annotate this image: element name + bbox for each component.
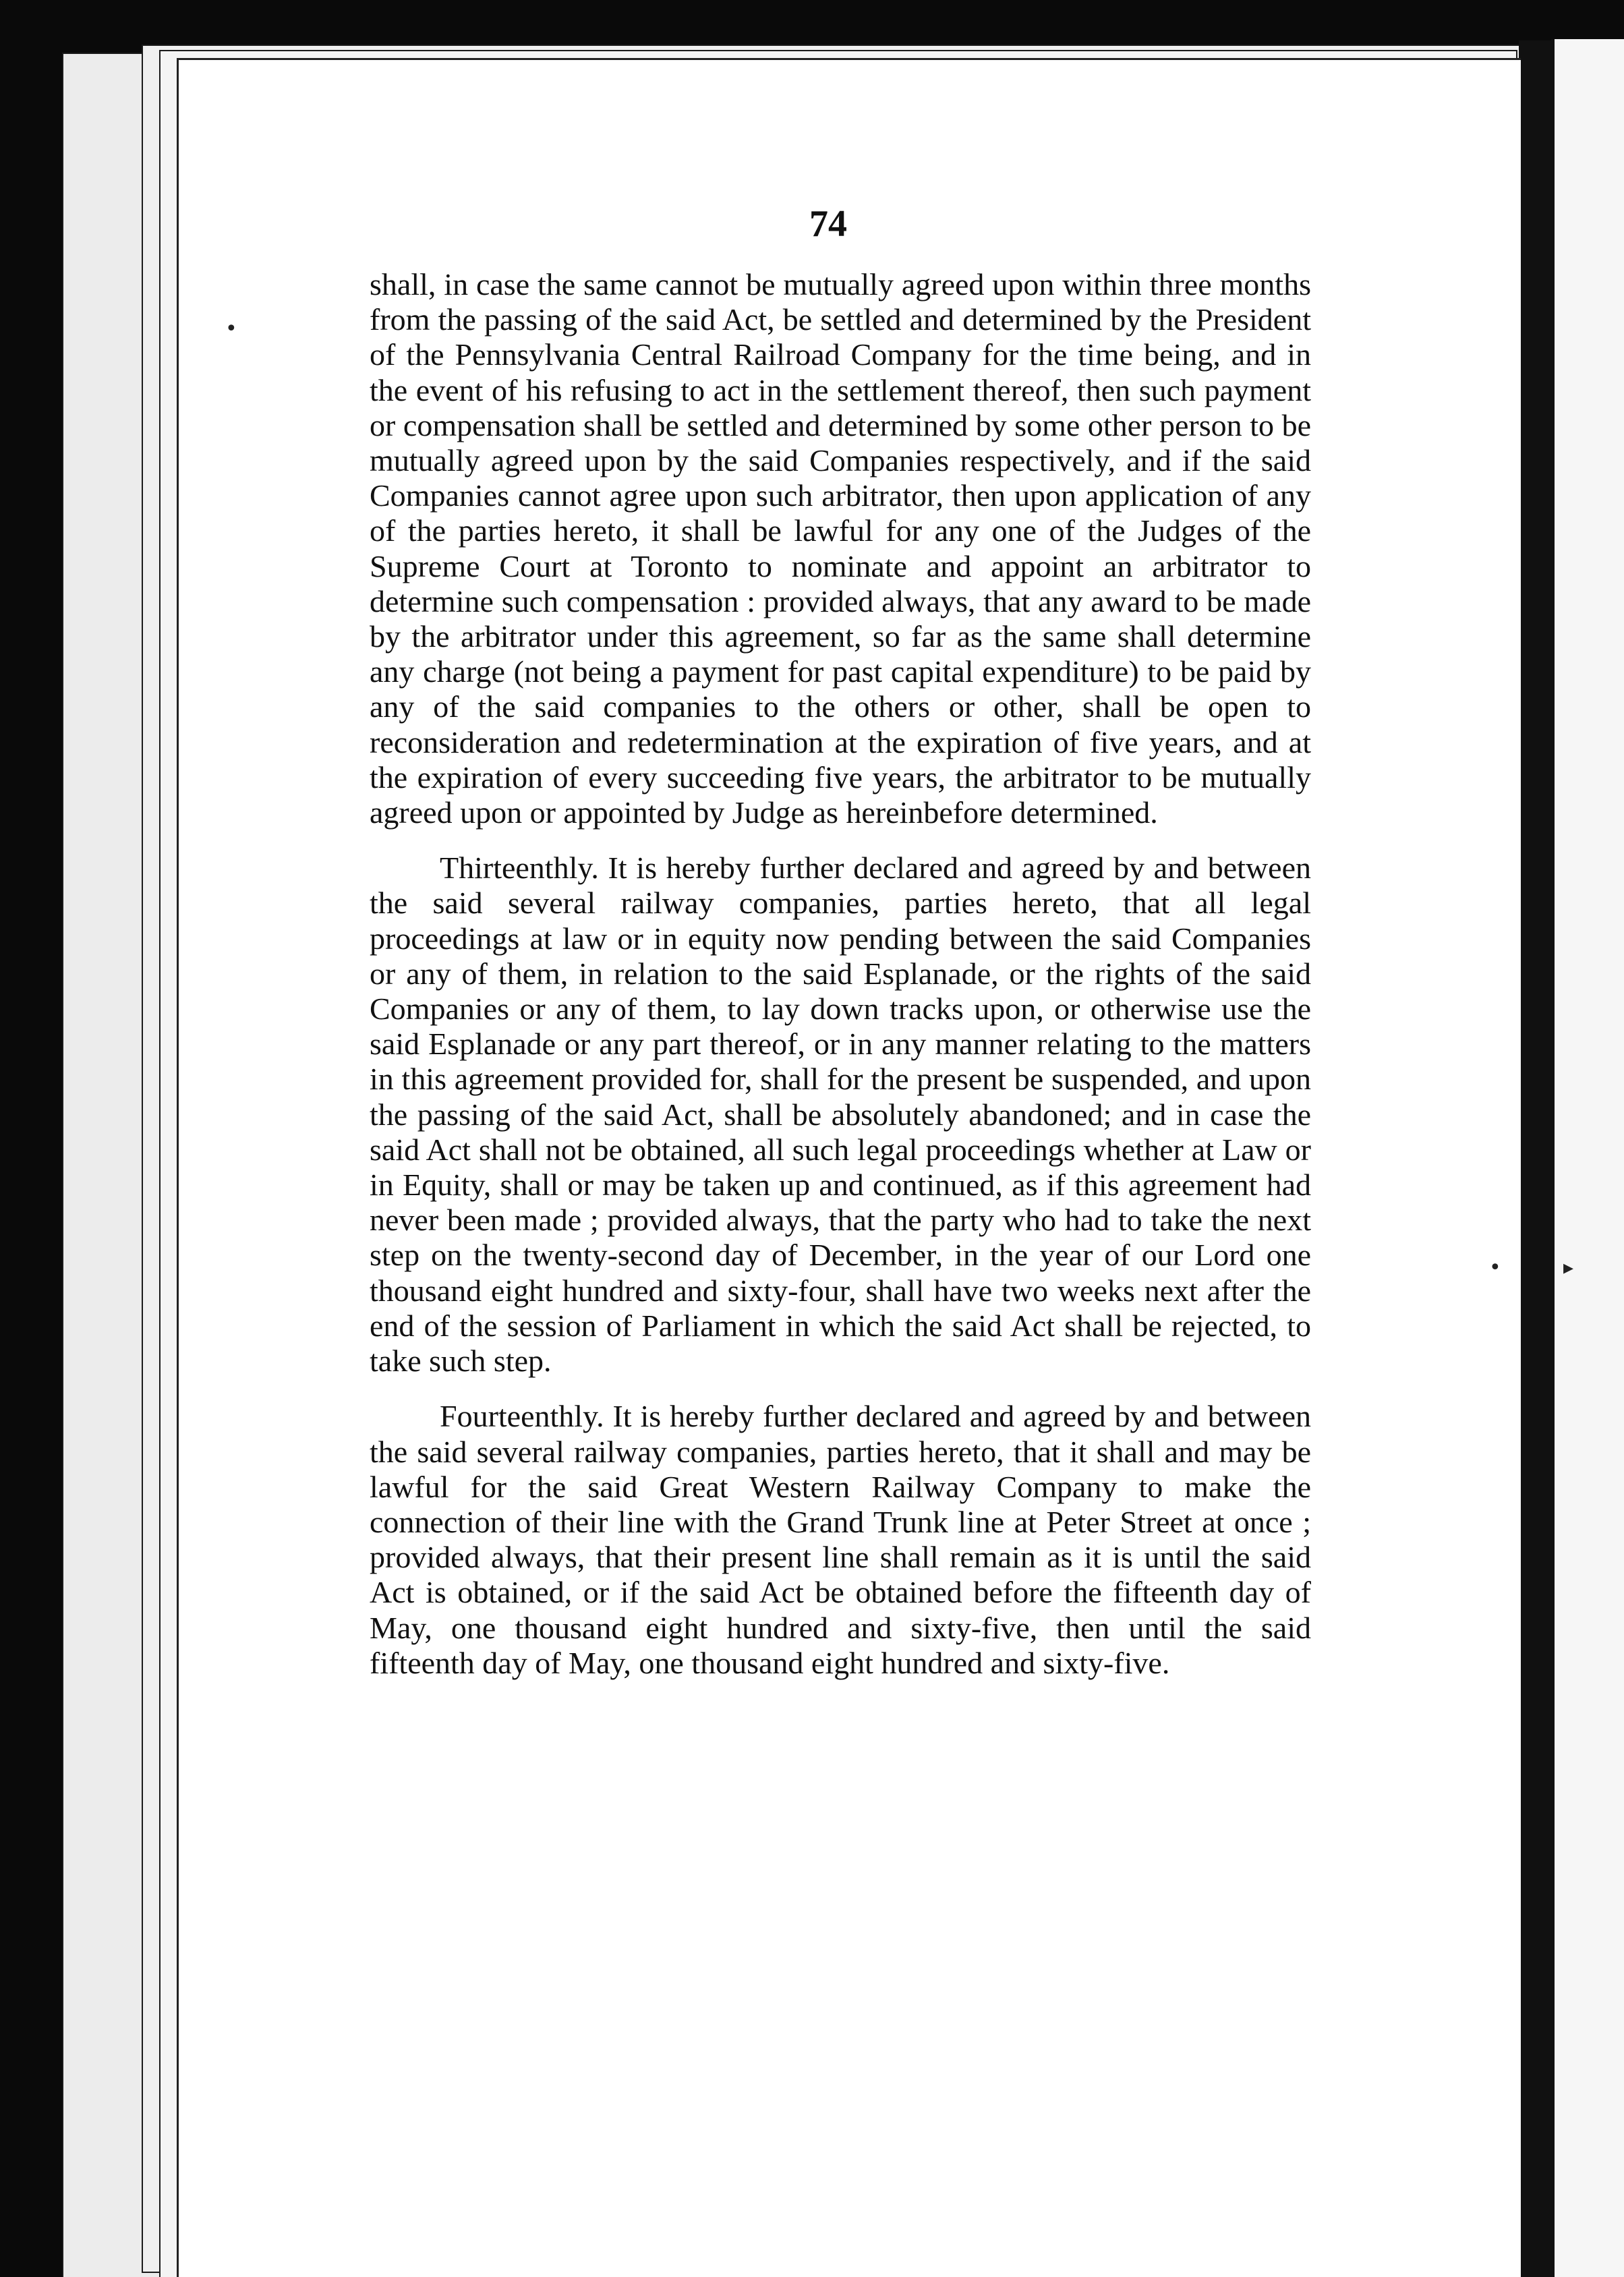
speck-mark: •	[1489, 1256, 1501, 1279]
book-gutter	[1519, 40, 1553, 2277]
speck-mark: ▸	[1563, 1256, 1574, 1279]
facing-page-edge	[1551, 39, 1624, 2277]
paragraph-continuation: shall, in case the same cannot be mutually agreed upon within three months from the passing of the said Act, be settled and determined by the President of the Pennsylvania Central Railroad Company for the time being, and in the event of his refusing to act in the settlement thereof, then such payment or compensation shall be settled and determined by some other person to be mutually agreed upon by the said Companies respectively, and if the said Companies cannot agree upon such arbitrator, then upon application of any of the parties hereto, it shall be lawful for any one of the Judges of the Supreme Court at Toronto to nominate and appoint an arbitrator to determine such compensation : provided always, that any award to be made by the arbitrator under this agreement, so far as the same shall determine any charge (not being a payment for past capital expenditure) to be paid by any of the said companies to the others or other, shall be open to reconsideration and redetermination at the expiration of five years, and at the expiration of every succeeding five years, the arbitrator to be mutually agreed upon or appointed by Judge as hereinbefore determined.	[370, 267, 1311, 830]
page-number: 74	[809, 203, 847, 245]
paragraph-fourteenthly: Fourteenthly. It is hereby further declared and agreed by and between the said several railway companies, parties hereto, that it shall and may be lawful for the said Great Western Railway Company to make the connection of their line with the Grand Trunk line at Peter Street at once ; provided always, that their present line shall remain as it is until the said Act is obtained, or if the said Act be obtained before the fifteenth day of May, one thousand eight hundred and sixty-five, then until the said fifteenth day of May, one thousand eight hundred and sixty-five.	[370, 1399, 1311, 1680]
paragraph-thirteenthly: Thirteenthly. It is hereby further declared and agreed by and between the said several railway companies, parties hereto, that all legal proceedings at law or in equity now pending between the said Companies or any of them, in relation to the said Esplanade, or the rights of the said Companies or any of them, to lay down tracks upon, or otherwise use the said Esplanade or any part thereof, or in any manner relating to the matters in this agreement provided for, shall for the present be suspended, and upon the passing of the said Act, shall be absolutely abandoned; and in case the said Act shall not be obtained, all such legal proceedings whether at Law or in Equity, shall or may be taken up and continued, as if this agreement had never been made ; provided always, that the party who had to take the next step on the twenty-second day of December, in the year of our Lord one thousand eight hundred and sixty-four, shall have two weeks next after the end of the session of Parliament in which the said Act shall be rejected, to take such step.	[370, 851, 1311, 1379]
body-text	[370, 267, 1311, 1681]
speck-mark: •	[225, 317, 237, 341]
